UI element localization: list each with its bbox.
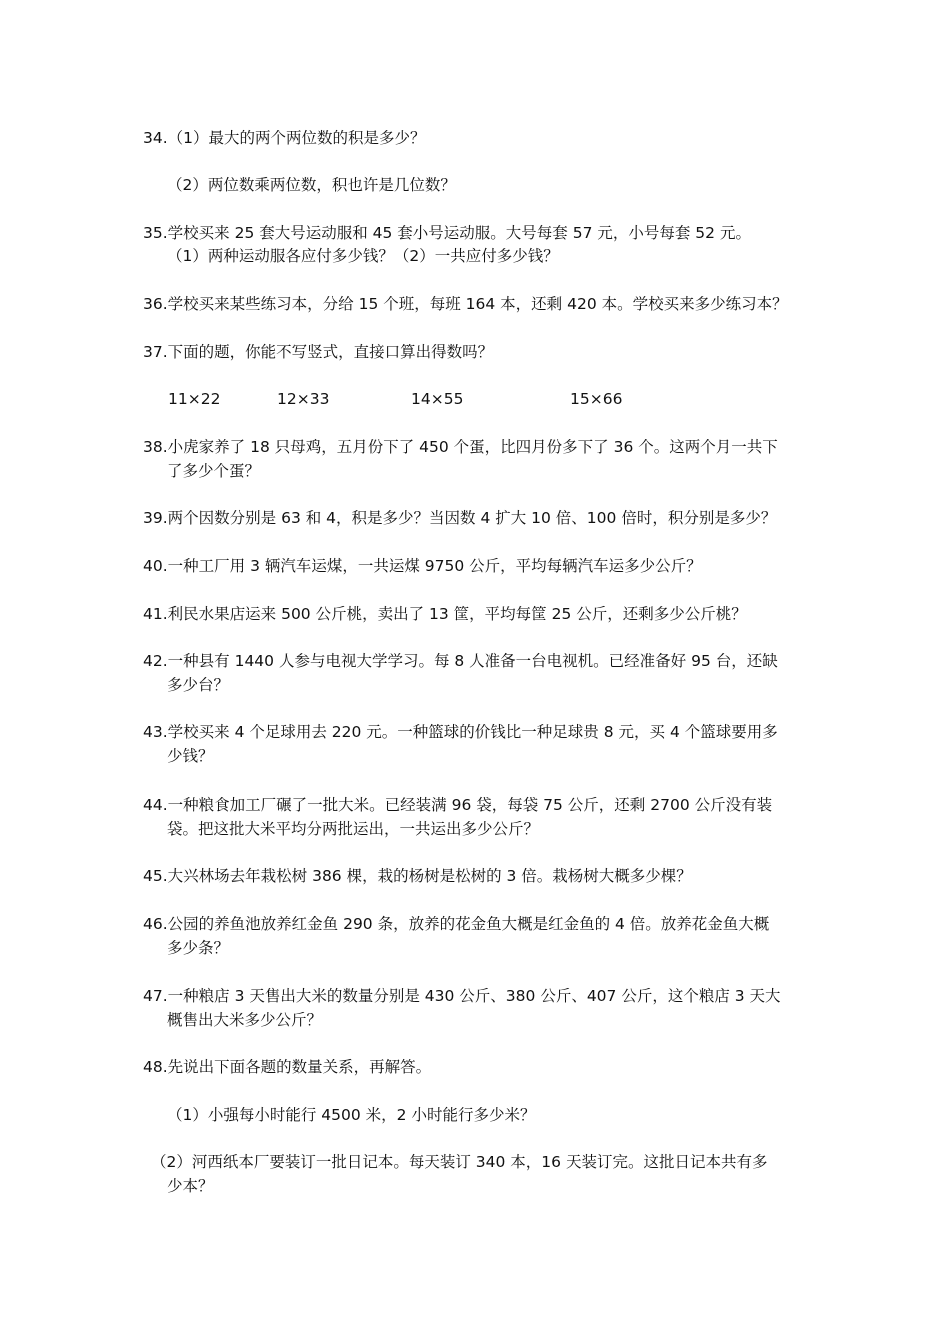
question-35-subparts: （1）两种运动服各应付多少钱？（2）一共应付多少钱？ xyxy=(167,247,559,265)
expression-3: 14×55 xyxy=(411,390,464,408)
question-36: 36.学校买来某些练习本，分给 15 个班，每班 164 本，还剩 420 本。学校买来多少练习本？ xyxy=(143,295,788,313)
question-38: 38.小虎家养了 18 只母鸡，五月份下了 450 个蛋，比四月份多下了 36 个。这两个月一共下 xyxy=(143,438,778,456)
question-43: 43.学校买来 4 个足球用去 220 元。一种篮球的价钱比一种足球贵 8 元，买 4 个篮球要用多 xyxy=(143,723,778,741)
question-40: 40.一种工厂用 3 辆汽车运煤，一共运煤 9750 公斤，平均每辆汽车运多少公斤？ xyxy=(143,557,702,575)
question-35: 35.学校买来 25 套大号运动服和 45 套小号运动服。大号每套 57 元，小号每套 52 元。 xyxy=(143,224,751,242)
expression-2: 12×33 xyxy=(277,390,330,408)
question-42: 42.一种县有 1440 人参与电视大学学习。每 8 人准备一台电视机。已经准备好 95 台，还缺 xyxy=(143,652,778,670)
question-34-part2: （2）两位数乘两位数，积也许是几位数？ xyxy=(167,176,456,194)
question-48-part2-cont: 少本？ xyxy=(167,1177,214,1195)
question-44: 44.一种粮食加工厂碾了一批大米。已经装满 96 袋，每袋 75 公斤，还剩 2700 公斤没有装 xyxy=(143,796,773,814)
expression-4: 15×66 xyxy=(570,390,623,408)
question-38-cont: 了多少个蛋？ xyxy=(167,462,261,480)
question-42-cont: 多少台？ xyxy=(167,676,230,694)
question-37: 37.下面的题，你能不写竖式，直接口算出得数吗？ xyxy=(143,343,494,361)
question-47: 47.一种粮店 3 天售出大米的数量分别是 430 公斤、380 公斤、407 公斤，这个粮店 3 天大 xyxy=(143,987,781,1005)
question-48-part1: （1）小强每小时能行 4500 米，2 小时能行多少米？ xyxy=(167,1106,536,1124)
question-43-cont: 少钱？ xyxy=(167,747,214,765)
question-41: 41.利民水果店运来 500 公斤桃，卖出了 13 筐，平均每筐 25 公斤，还剩多少公斤桃？ xyxy=(143,605,747,623)
question-34-part1: 34.（1）最大的两个两位数的积是多少？ xyxy=(143,129,426,147)
question-48: 48.先说出下面各题的数量关系，再解答。 xyxy=(143,1058,432,1076)
question-44-cont: 袋。把这批大米平均分两批运出，一共运出多少公斤？ xyxy=(167,820,540,838)
question-46: 46.公园的养鱼池放养红金鱼 290 条，放养的花金鱼大概是红金鱼的 4 倍。放养花金鱼大概 xyxy=(143,915,770,933)
question-48-part2: （2）河西纸本厂要装订一批日记本。每天装订 340 本，16 天装订完。这批日记本共有多 xyxy=(151,1153,768,1171)
expression-1: 11×22 xyxy=(168,390,221,408)
question-39: 39.两个因数分别是 63 和 4，积是多少？当因数 4 扩大 10 倍、100 倍时，积分别是多少？ xyxy=(143,509,777,527)
question-47-cont: 概售出大米多少公斤？ xyxy=(167,1011,323,1029)
question-45: 45.大兴林场去年栽松树 386 棵，栽的杨树是松树的 3 倍。栽杨树大概多少棵？ xyxy=(143,867,692,885)
question-46-cont: 多少条？ xyxy=(167,939,230,957)
